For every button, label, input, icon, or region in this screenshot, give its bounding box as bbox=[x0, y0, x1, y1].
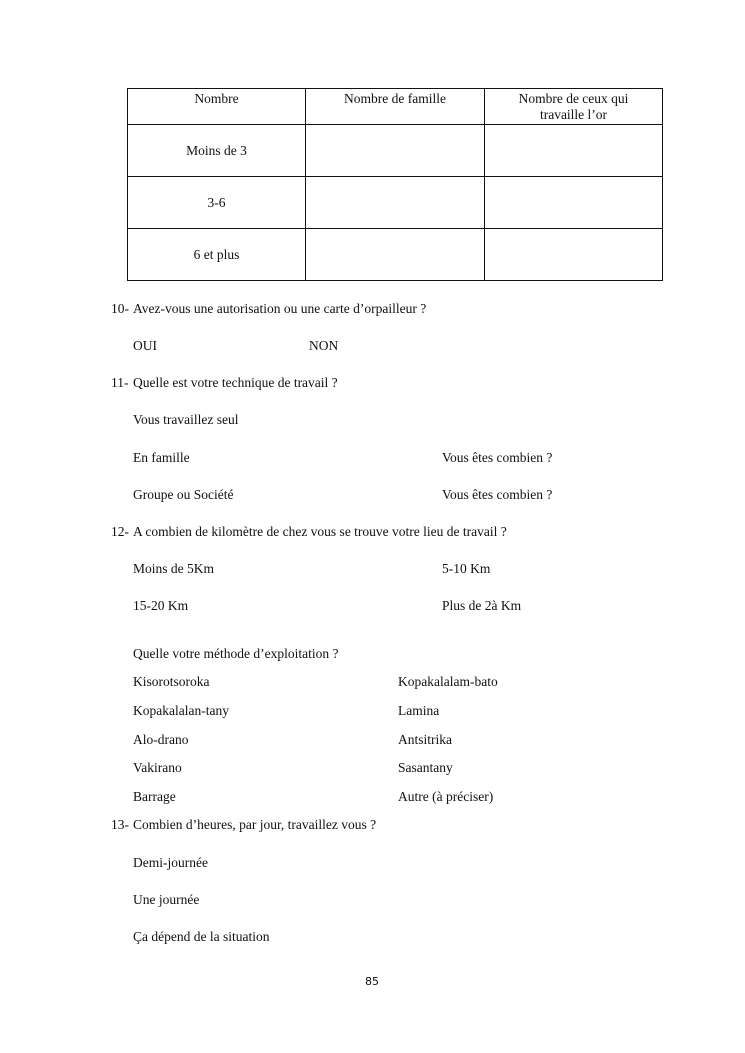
header-nombre: Nombre bbox=[128, 89, 306, 125]
table-cell: Moins de 3 bbox=[128, 125, 306, 177]
table-row bbox=[128, 125, 663, 177]
table-cell: 6 et plus bbox=[128, 229, 306, 281]
method-option-right: Antsitrika bbox=[398, 732, 452, 747]
method-option-right: Lamina bbox=[398, 703, 440, 718]
q11-number: 11- bbox=[111, 375, 129, 390]
q13-option-demi: Demi-journée bbox=[133, 855, 208, 870]
table-cell bbox=[306, 229, 485, 281]
q12-option-15-20km: 15-20 Km bbox=[133, 598, 189, 613]
table-cell: 3-6 bbox=[128, 177, 306, 229]
table-cell bbox=[485, 125, 663, 177]
method-option-left: Kisorotsoroka bbox=[133, 674, 210, 689]
q12-number: 12- bbox=[111, 524, 129, 539]
method-option-left: Alo-drano bbox=[133, 732, 189, 747]
q12-option-plus-20km: Plus de 2à Km bbox=[442, 598, 522, 613]
table-row bbox=[128, 177, 663, 229]
q13-option-situation: Ça dépend de la situation bbox=[133, 929, 270, 944]
header-nombre-famille: Nombre de famille bbox=[306, 89, 485, 125]
method-option-right: Sasantany bbox=[398, 760, 453, 775]
q11-famille-combien: Vous êtes combien ? bbox=[442, 450, 553, 465]
q13-option-journee: Une journée bbox=[133, 892, 200, 907]
header-travailleurs-or-text: Nombre de ceux qui travaille l’or bbox=[518, 91, 629, 122]
q11-option-famille: En famille bbox=[133, 450, 190, 465]
table-header-row bbox=[128, 89, 663, 125]
q13-number: 13- bbox=[111, 817, 129, 832]
method-option-left: Kopakalalan-tany bbox=[133, 703, 229, 718]
q11-groupe-combien: Vous êtes combien ? bbox=[442, 487, 553, 502]
header-travailleurs-or bbox=[485, 89, 663, 125]
method-question: Quelle votre méthode d’exploitation ? bbox=[133, 646, 339, 661]
method-option-right: Autre (à préciser) bbox=[398, 789, 494, 804]
method-option-right: Kopakalalam-bato bbox=[398, 674, 498, 689]
table-cell bbox=[485, 229, 663, 281]
q10-option-non: NON bbox=[309, 338, 339, 353]
q12-option-moins-5km: Moins de 5Km bbox=[133, 561, 214, 576]
q12-option-5-10km: 5-10 Km bbox=[442, 561, 491, 576]
method-option-left: Barrage bbox=[133, 789, 176, 804]
table-row bbox=[128, 229, 663, 281]
table-cell bbox=[306, 125, 485, 177]
q10-question: Avez-vous une autorisation ou une carte d’orpailleur ? bbox=[133, 301, 427, 316]
q10-option-oui: OUI bbox=[133, 338, 157, 353]
method-option-left: Vakirano bbox=[133, 760, 182, 775]
family-count-table bbox=[127, 88, 663, 281]
q11-option-groupe: Groupe ou Société bbox=[133, 487, 234, 502]
q12-question: A combien de kilomètre de chez vous se trouve votre lieu de travail ? bbox=[133, 524, 507, 539]
q10-number: 10- bbox=[111, 301, 129, 316]
q13-question: Combien d’heures, par jour, travaillez vous ? bbox=[133, 817, 377, 832]
page-number: 85 bbox=[365, 975, 379, 988]
table-cell bbox=[306, 177, 485, 229]
table-cell bbox=[485, 177, 663, 229]
q11-question: Quelle est votre technique de travail ? bbox=[133, 375, 338, 390]
q11-option-seul: Vous travaillez seul bbox=[133, 412, 239, 427]
